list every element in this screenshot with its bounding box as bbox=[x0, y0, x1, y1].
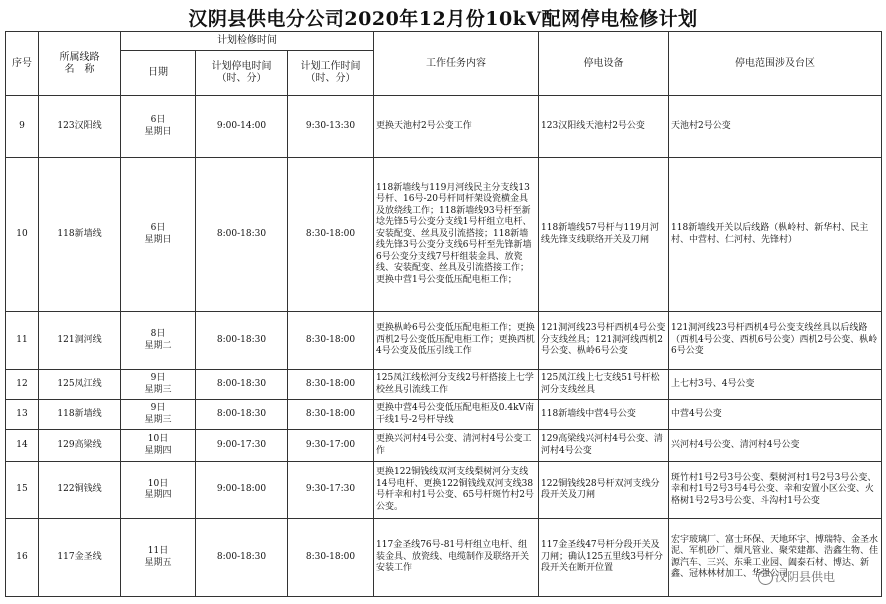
row-work: 8:30-18:00 bbox=[288, 519, 374, 597]
row-line: 123汉阳线 bbox=[39, 96, 121, 158]
row-seq: 14 bbox=[6, 430, 39, 462]
row-work: 8:30-18:00 bbox=[288, 158, 374, 312]
row-work: 8:30-18:00 bbox=[288, 400, 374, 430]
row-date bbox=[121, 96, 196, 158]
header-plan-time: 计划检修时间 bbox=[121, 32, 374, 51]
row-device: 125凤江线上七支线51号杆松河分支线丝具 bbox=[539, 370, 669, 400]
row-task: 更换天池村2号公变工作 bbox=[374, 96, 539, 158]
row-date bbox=[121, 519, 196, 597]
row-line: 117金圣线 bbox=[39, 519, 121, 597]
row-area: 中营4号公变 bbox=[669, 400, 882, 430]
watermark bbox=[758, 568, 835, 585]
row-task: 更换兴河村4号公变、清河村4号公变工作 bbox=[374, 430, 539, 462]
row-device: 118新墙线中营4号公变 bbox=[539, 400, 669, 430]
table-row bbox=[6, 96, 882, 158]
row-date bbox=[121, 370, 196, 400]
header-date: 日期 bbox=[121, 51, 196, 96]
watermark-text: 汉阴县供电 bbox=[775, 570, 836, 584]
row-line: 121洞河线 bbox=[39, 312, 121, 370]
header-line-l1: 所属线路 bbox=[59, 51, 100, 63]
row-task: 117金圣线76号-81号杆组立电杆、组装金具、放瓷线、电缆制作及联络开关安装工作 bbox=[374, 519, 539, 597]
row-seq: 16 bbox=[6, 519, 39, 597]
row-day: 9日 bbox=[150, 373, 166, 383]
row-work: 8:30-18:00 bbox=[288, 312, 374, 370]
row-line: 129高梁线 bbox=[39, 430, 121, 462]
row-task: 更换中营4号公变低压配电柜及0.4kV南干线1号-2号杆导线 bbox=[374, 400, 539, 430]
row-day: 10日 bbox=[147, 478, 169, 489]
row-seq: 15 bbox=[6, 462, 39, 519]
row-weekday: 星期五 bbox=[144, 557, 172, 568]
row-weekday: 星期二 bbox=[144, 340, 172, 351]
row-line: 118新墙线 bbox=[39, 158, 121, 312]
row-outage: 8:00-18:30 bbox=[196, 370, 288, 400]
table-row bbox=[6, 430, 882, 462]
row-weekday: 星期日 bbox=[144, 126, 172, 137]
table-row bbox=[6, 400, 882, 430]
header-line bbox=[39, 32, 121, 96]
table-row bbox=[6, 462, 882, 519]
row-day: 6日 bbox=[150, 223, 166, 233]
row-area: 118新墙线开关以后线路（枞岭村、新华村、民主村、中营村、仁河村、先锋村） bbox=[669, 158, 882, 312]
row-task: 更换122铜钱线双河支线梨树河分支线14号电杆、更换122铜钱线双河支线38号杆幸和村1号公变、65号杆斑竹村2号公变。 bbox=[374, 462, 539, 519]
row-area: 兴河村4号公变、清河村4号公变 bbox=[669, 430, 882, 462]
row-area: 宏宇玻璃厂、富士环保、天地环宇、博瑞特、金圣水泥、军机砂厂、烟凡管业、聚荣建都、浩鑫生物、佳源汽车、三兴、东乘工业园、阖泰石材、博达、新鑫、冠林林材加工、华强公司 bbox=[669, 519, 882, 597]
row-date bbox=[121, 430, 196, 462]
row-work: 8:30-18:00 bbox=[288, 370, 374, 400]
header-outage-l2: （时、分） bbox=[216, 73, 267, 84]
maintenance-plan-table bbox=[5, 31, 882, 597]
row-line: 122铜钱线 bbox=[39, 462, 121, 519]
header-outage-l1: 计划停电时间 bbox=[211, 61, 272, 72]
row-seq: 13 bbox=[6, 400, 39, 430]
row-task: 更换枞岭6号公变低压配电柜工作；更换西机2号公变低压配电柜工作；更换西机4号公变及低压引线工作 bbox=[374, 312, 539, 370]
row-task: 118新墙线与119月河线民主分支线13号杆、16号-20号杆同杆架设瓷横金具及放绕线工作；118新墙线93号杆至新埝先锋5号公变分支线1号杆组立电杆、安装配变、丝具及引流搭接；118新墙线先锋3号公变分支线6号杆至先锋新墙6号公变分支线7号杆组装金具、放瓷线、安装配变、丝具及引流搭接工作；更换中营1号公变低压配电柜工作； bbox=[374, 158, 539, 312]
row-seq: 10 bbox=[6, 158, 39, 312]
row-outage: 9:00-14:00 bbox=[196, 96, 288, 158]
table-row bbox=[6, 158, 882, 312]
row-outage: 9:00-18:00 bbox=[196, 462, 288, 519]
row-device: 121洞河线23号杆西机4号公变分支线丝具；121洞河线西机2号公变、枞岭6号公变 bbox=[539, 312, 669, 370]
row-area: 斑竹村1号2号3号公变、梨树河村1号2号3号公变、幸和村1号2号3号4号公变、幸和安置小区公变、火格树1号2号3号公变、斗沟村1号公变 bbox=[669, 462, 882, 519]
row-day: 9日 bbox=[150, 403, 166, 413]
table-row bbox=[6, 312, 882, 370]
row-outage: 9:00-17:30 bbox=[196, 430, 288, 462]
header-seq: 序号 bbox=[6, 32, 39, 96]
row-weekday: 星期三 bbox=[144, 384, 172, 395]
row-device: 122铜钱线28号杆双河支线分段开关及刀闸 bbox=[539, 462, 669, 519]
row-outage: 8:00-18:30 bbox=[196, 400, 288, 430]
header-line-l2: 名 称 bbox=[64, 63, 95, 75]
row-work: 9:30-17:30 bbox=[288, 462, 374, 519]
row-line: 125凤江线 bbox=[39, 370, 121, 400]
row-weekday: 星期四 bbox=[144, 445, 172, 456]
row-device: 129高梁线兴河村4号公变、清河村4号公变 bbox=[539, 430, 669, 462]
header-task: 工作任务内容 bbox=[374, 32, 539, 96]
row-device: 118新墙线57号杆与119月河线先锋支线联络开关及刀闸 bbox=[539, 158, 669, 312]
header-work-l2: （时、分） bbox=[305, 73, 356, 84]
row-weekday: 星期三 bbox=[144, 414, 172, 425]
document-title: 汉阴县供电分公司2020年12月份10kV配网停电检修计划 bbox=[188, 8, 698, 30]
row-day: 11日 bbox=[147, 546, 169, 556]
row-work: 9:30-13:30 bbox=[288, 96, 374, 158]
row-outage: 8:00-18:30 bbox=[196, 158, 288, 312]
row-seq: 11 bbox=[6, 312, 39, 370]
row-outage: 8:00-18:30 bbox=[196, 312, 288, 370]
row-weekday: 星期日 bbox=[144, 234, 172, 245]
row-work: 9:30-17:00 bbox=[288, 430, 374, 462]
table-row bbox=[6, 519, 882, 597]
row-date bbox=[121, 312, 196, 370]
wechat-circle-icon bbox=[758, 570, 773, 585]
row-seq: 12 bbox=[6, 370, 39, 400]
header-work bbox=[288, 51, 374, 96]
row-task: 125凤江线松河分支线2号杆搭接上七学校丝具引流线工作 bbox=[374, 370, 539, 400]
row-area: 121洞河线23号杆西机4号公变支线丝具以后线路（西机4号公变、西机6号公变）西机2号公变、枞岭6号公变 bbox=[669, 312, 882, 370]
header-area: 停电范围涉及台区 bbox=[669, 32, 882, 96]
row-date bbox=[121, 400, 196, 430]
row-seq: 9 bbox=[6, 96, 39, 158]
row-outage: 8:00-18:30 bbox=[196, 519, 288, 597]
header-device: 停电设备 bbox=[539, 32, 669, 96]
row-day: 6日 bbox=[150, 115, 166, 125]
row-day: 10日 bbox=[147, 434, 169, 444]
row-area: 上七村3号、4号公变 bbox=[669, 370, 882, 400]
row-line: 118新墙线 bbox=[39, 400, 121, 430]
header-outage bbox=[196, 51, 288, 96]
header-work-l1: 计划工作时间 bbox=[300, 61, 361, 72]
row-day: 8日 bbox=[150, 329, 166, 339]
row-device: 123汉阳线天池村2号公变 bbox=[539, 96, 669, 158]
row-date bbox=[121, 462, 196, 519]
row-device: 117金圣线47号杆分段开关及刀闸；确认125五里线3号杆分段开关在断开位置 bbox=[539, 519, 669, 597]
row-weekday: 星期四 bbox=[144, 490, 172, 500]
row-area: 天池村2号公变 bbox=[669, 96, 882, 158]
table-row bbox=[6, 370, 882, 400]
row-date bbox=[121, 158, 196, 312]
